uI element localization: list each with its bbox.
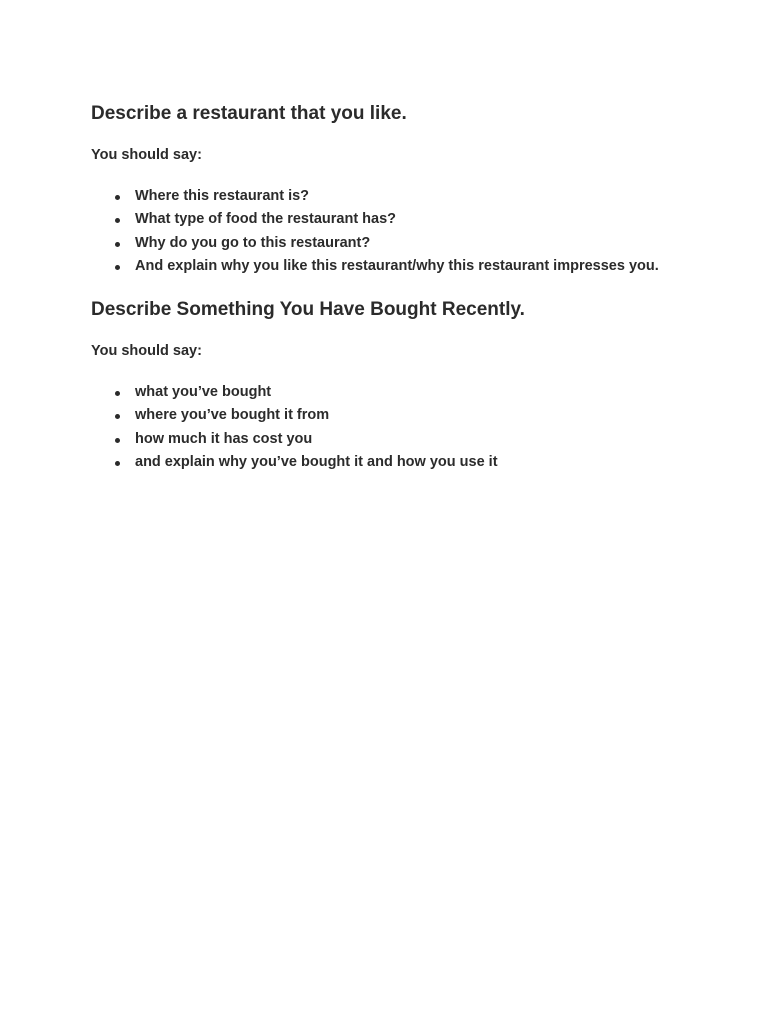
list-item <box>135 404 671 427</box>
list-item <box>135 185 671 208</box>
bullet-list <box>91 185 671 278</box>
section-title: Describe Something You Have Bought Recently. <box>91 299 525 321</box>
list-item <box>135 232 671 255</box>
bullet-icon <box>115 438 120 443</box>
cue-card-purchase <box>91 298 671 474</box>
list-item-text: and explain why you’ve bought it and how you use it <box>135 454 498 471</box>
list-item-text: Why do you go to this restaurant? <box>135 234 371 251</box>
bullet-icon <box>115 195 120 200</box>
prompt-text: You should say: <box>91 147 202 163</box>
bullet-icon <box>115 391 120 396</box>
list-item <box>135 208 671 231</box>
bullet-icon <box>115 242 120 247</box>
bullet-icon <box>115 461 120 466</box>
list-item <box>135 381 671 404</box>
list-item-text: where you’ve bought it from <box>135 407 330 424</box>
cue-card-restaurant <box>91 102 671 278</box>
bullet-list <box>91 381 671 474</box>
document-page <box>91 102 671 474</box>
bullet-icon <box>115 218 120 223</box>
list-item <box>135 255 671 278</box>
list-item <box>135 451 671 474</box>
list-item-text: how much it has cost you <box>135 430 313 447</box>
list-item-text: And explain why you like this restaurant/why this restaurant impresses you. <box>135 257 659 274</box>
bullet-icon <box>115 265 120 270</box>
section-title: Describe a restaurant that you like. <box>91 103 407 124</box>
list-item-text: Where this restaurant is? <box>135 188 310 204</box>
list-item-text: what you’ve bought <box>135 384 272 401</box>
prompt-text: You should say: <box>91 343 202 360</box>
list-item-text: What type of food the restaurant has? <box>135 211 397 228</box>
list-item <box>135 428 671 451</box>
bullet-icon <box>115 414 120 419</box>
